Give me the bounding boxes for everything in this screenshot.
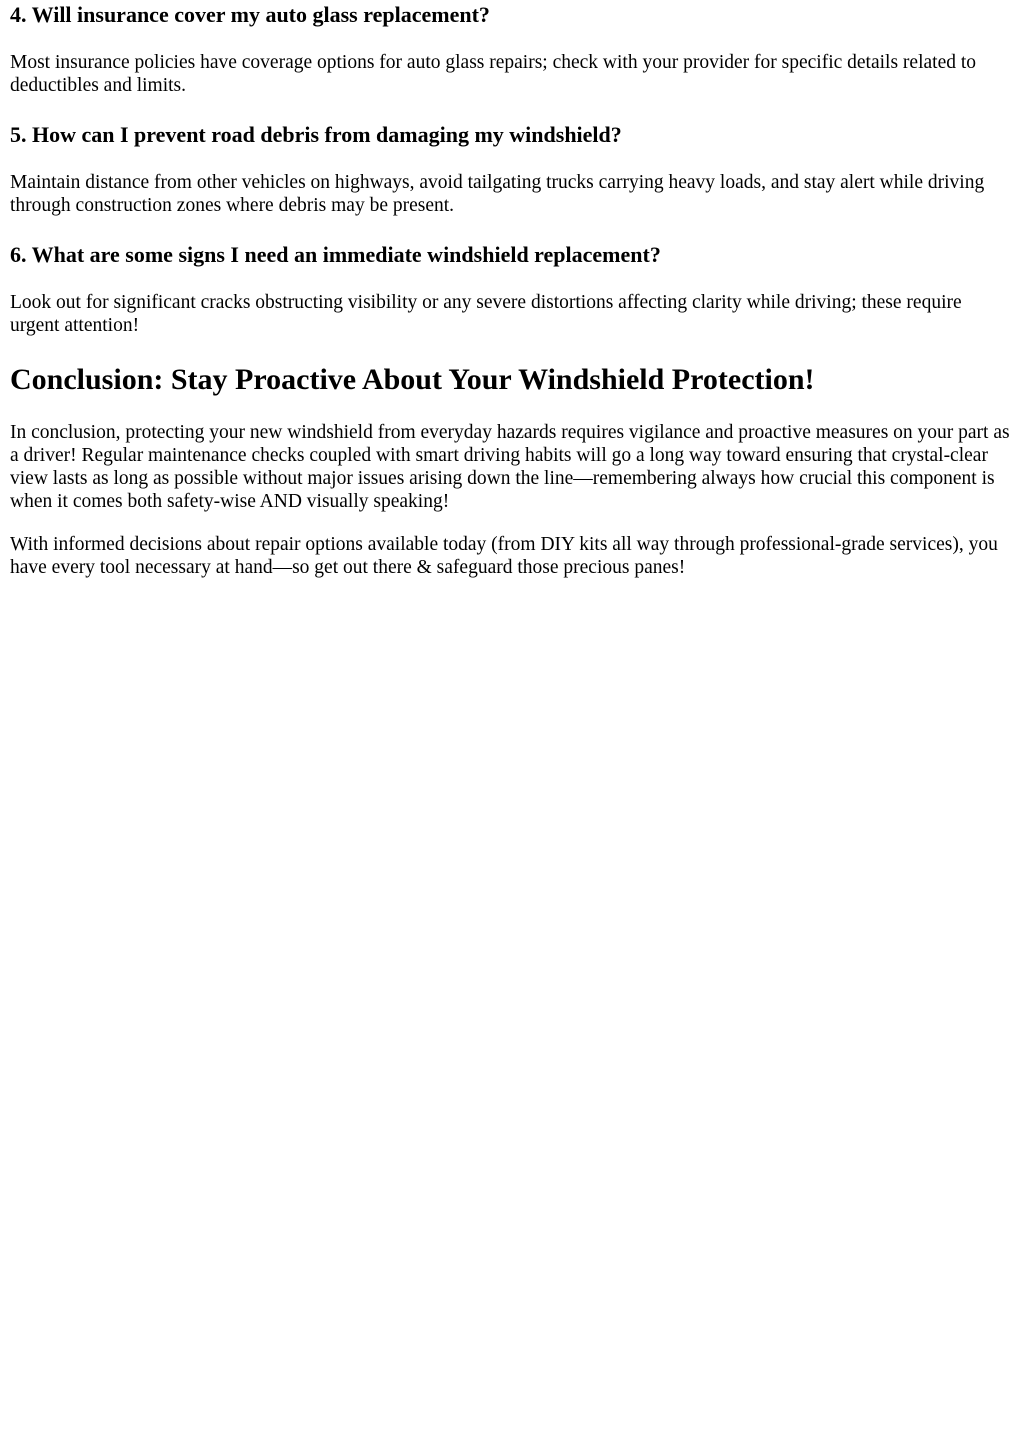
faq-question-4: 4. Will insurance cover my auto glass replacement? <box>10 2 490 27</box>
conclusion-heading: Conclusion: Stay Proactive About Your Windshield Protection! <box>10 363 815 396</box>
article-content <box>0 1 1024 579</box>
faq-answer-5: Maintain distance from other vehicles on highways, avoid tailgating trucks carrying heavy loads, and stay alert while driving through construction zones where debris may be present. <box>10 172 985 216</box>
conclusion-paragraph-2: With informed decisions about repair options available today (from DIY kits all way through professional-grade services), you have every tool necessary at hand—so get out there & safeguard those precious panes! <box>10 534 998 578</box>
faq-question-5: 5. How can I prevent road debris from damaging my windshield? <box>10 122 622 147</box>
conclusion-paragraph-1: In conclusion, protecting your new windshield from everyday hazards requires vigilance and proactive measures on your part as a driver! Regular maintenance checks coupled with smart driving habits will go a long way toward ensuring that crystal-clear view lasts as long as possible without major issues arising down the line—remembering always how crucial this component is when it comes both safety-wise AND visually speaking! <box>10 422 1010 512</box>
faq-answer-4: Most insurance policies have coverage options for auto glass repairs; check with your provider for specific details related to deductibles and limits. <box>10 52 977 96</box>
faq-question-6: 6. What are some signs I need an immediate windshield replacement? <box>10 242 661 267</box>
faq-answer-6: Look out for significant cracks obstructing visibility or any severe distortions affecting clarity while driving; these require urgent attention! <box>10 292 962 336</box>
